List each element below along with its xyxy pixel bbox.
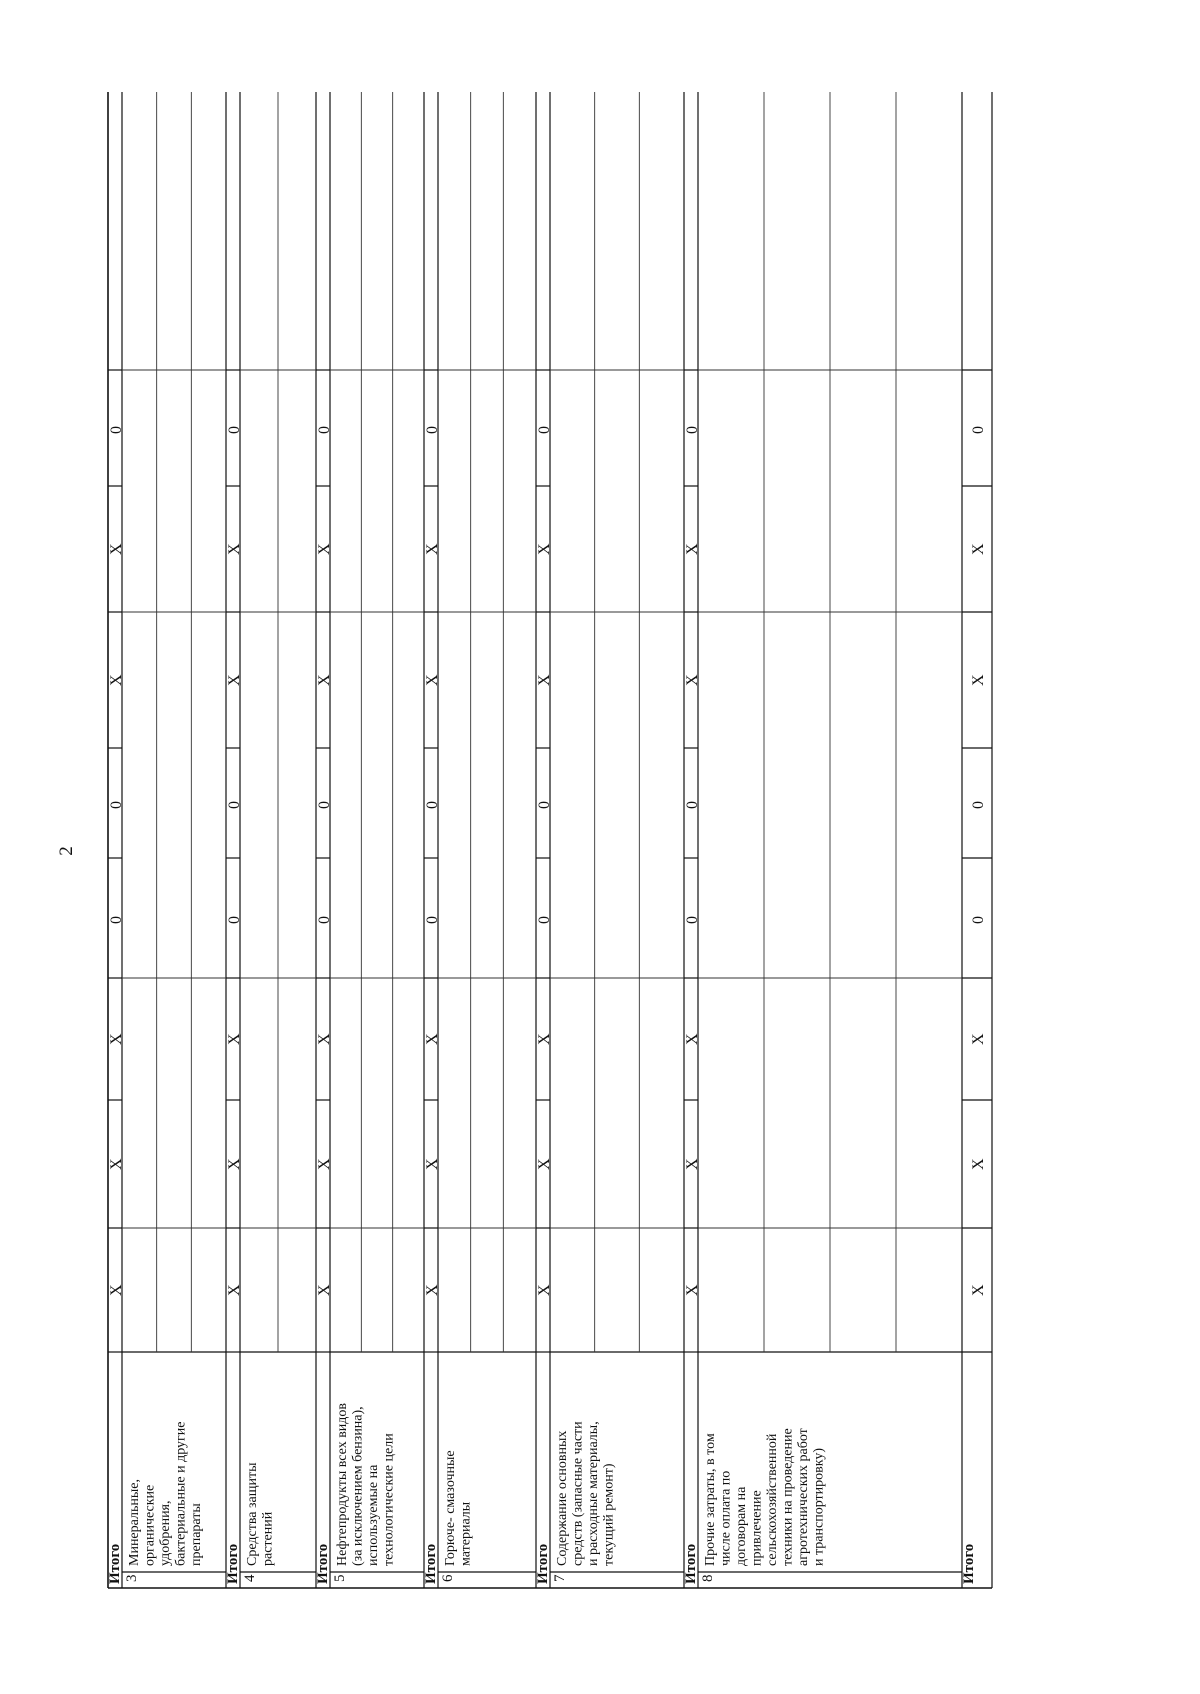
cross-mark: X (424, 1158, 441, 1170)
row-description-line: Средства защиты (245, 1462, 260, 1566)
zero-value: 0 (226, 426, 243, 434)
total-label: Итого (315, 1543, 331, 1584)
row-description-line: текущий ремонт) (601, 1463, 617, 1566)
total-label: Итого (225, 1543, 241, 1584)
row-description-line: и расходные материалы, (586, 1421, 601, 1566)
cross-mark: X (684, 543, 701, 555)
row-description-line: используемые на (366, 1464, 381, 1566)
row-description-line: агротехнических работ (796, 1428, 811, 1566)
zero-value: 0 (684, 426, 701, 434)
row-description-line: материалы (458, 1501, 474, 1566)
cross-mark: X (108, 543, 125, 555)
cross-mark: X (424, 1033, 441, 1045)
cross-mark: X (424, 1284, 441, 1296)
cross-mark: X (316, 674, 333, 686)
total-label: Итого (961, 1543, 977, 1584)
zero-value: 0 (536, 801, 553, 809)
zero-value: 0 (226, 801, 243, 809)
cross-mark: X (970, 674, 987, 686)
row-description-line: договорам на (734, 1486, 749, 1566)
row-description-line: Минеральные, (127, 1479, 142, 1566)
row-description-line: технологические цели (381, 1433, 397, 1566)
row-description-line: привлечение (749, 1490, 765, 1566)
row-description-line: препараты (189, 1503, 204, 1566)
zero-value: 0 (684, 801, 701, 809)
row-description-line: числе оплата по (718, 1470, 734, 1566)
cross-mark: X (684, 674, 701, 686)
zero-value: 0 (970, 426, 987, 434)
row-description-line: Горюче- смазочные (443, 1450, 458, 1566)
cross-mark: X (226, 1033, 243, 1045)
cross-mark: X (536, 543, 553, 555)
zero-value: 0 (424, 916, 441, 924)
zero-value: 0 (108, 426, 125, 434)
total-row (970, 426, 987, 1296)
row-description-line: техники на проведение (780, 1428, 796, 1566)
row-number: 3 (124, 1574, 140, 1582)
zero-value: 0 (226, 916, 243, 924)
cross-mark: X (536, 1158, 553, 1170)
cross-mark: X (108, 1284, 125, 1296)
cross-mark: X (424, 543, 441, 555)
zero-value: 0 (108, 916, 125, 924)
row-number: 6 (440, 1574, 456, 1582)
zero-value: 0 (316, 426, 333, 434)
total-label: Итого (107, 1543, 123, 1584)
row-description-line: органические (142, 1484, 158, 1566)
zero-value: 0 (316, 801, 333, 809)
zero-value: 0 (970, 801, 987, 809)
cross-mark: X (970, 1158, 987, 1170)
row-description-line: и транспортировку) (811, 1448, 827, 1566)
zero-value: 0 (108, 801, 125, 809)
row-number: 5 (332, 1574, 348, 1582)
row-description-line: удобрения, (158, 1500, 173, 1566)
cross-mark: X (226, 1284, 243, 1296)
total-label: Итого (423, 1543, 439, 1584)
zero-value: 0 (536, 916, 553, 924)
total-label: Итого (535, 1543, 551, 1584)
cross-mark: X (684, 1033, 701, 1045)
cross-mark: X (316, 1158, 333, 1170)
zero-value: 0 (424, 426, 441, 434)
zero-value: 0 (316, 916, 333, 924)
cross-mark: X (536, 1033, 553, 1045)
zero-value: 0 (536, 426, 553, 434)
cross-mark: X (684, 1158, 701, 1170)
cross-mark: X (108, 1158, 125, 1170)
cross-mark: X (226, 674, 243, 686)
row-number: 8 (700, 1574, 716, 1582)
row-description-line: бактериальные и другие (173, 1421, 189, 1566)
cross-mark: X (536, 674, 553, 686)
cross-mark: X (316, 1033, 333, 1045)
page-number: 2 (56, 846, 77, 856)
zero-value: 0 (424, 801, 441, 809)
row-number: 7 (552, 1574, 568, 1582)
cross-mark: X (970, 1033, 987, 1045)
cross-mark: X (684, 1284, 701, 1296)
cross-mark: X (536, 1284, 553, 1296)
cross-mark: X (226, 1158, 243, 1170)
cross-mark: X (970, 543, 987, 555)
row-description-line: (за исключением бензина), (350, 1406, 366, 1566)
cross-mark: X (108, 674, 125, 686)
cross-mark: X (226, 543, 243, 555)
zero-value: 0 (684, 916, 701, 924)
row-description-line: Прочие затраты, в том (703, 1433, 718, 1566)
row-description-line: средств (запасные части (570, 1421, 586, 1566)
cross-mark: X (970, 1284, 987, 1296)
cross-mark: X (316, 1284, 333, 1296)
total-label: Итого (683, 1543, 699, 1584)
cross-mark: X (108, 1033, 125, 1045)
zero-value: 0 (970, 916, 987, 924)
row-description-line: Содержание основных (555, 1430, 570, 1566)
cross-mark: X (424, 674, 441, 686)
cross-mark: X (316, 543, 333, 555)
row-description-line: Нефтепродукты всех видов (335, 1402, 350, 1566)
row-description-line: растений (260, 1511, 276, 1566)
row-number: 4 (242, 1574, 258, 1582)
row-description-line: сельскохозяйственной (765, 1433, 780, 1566)
